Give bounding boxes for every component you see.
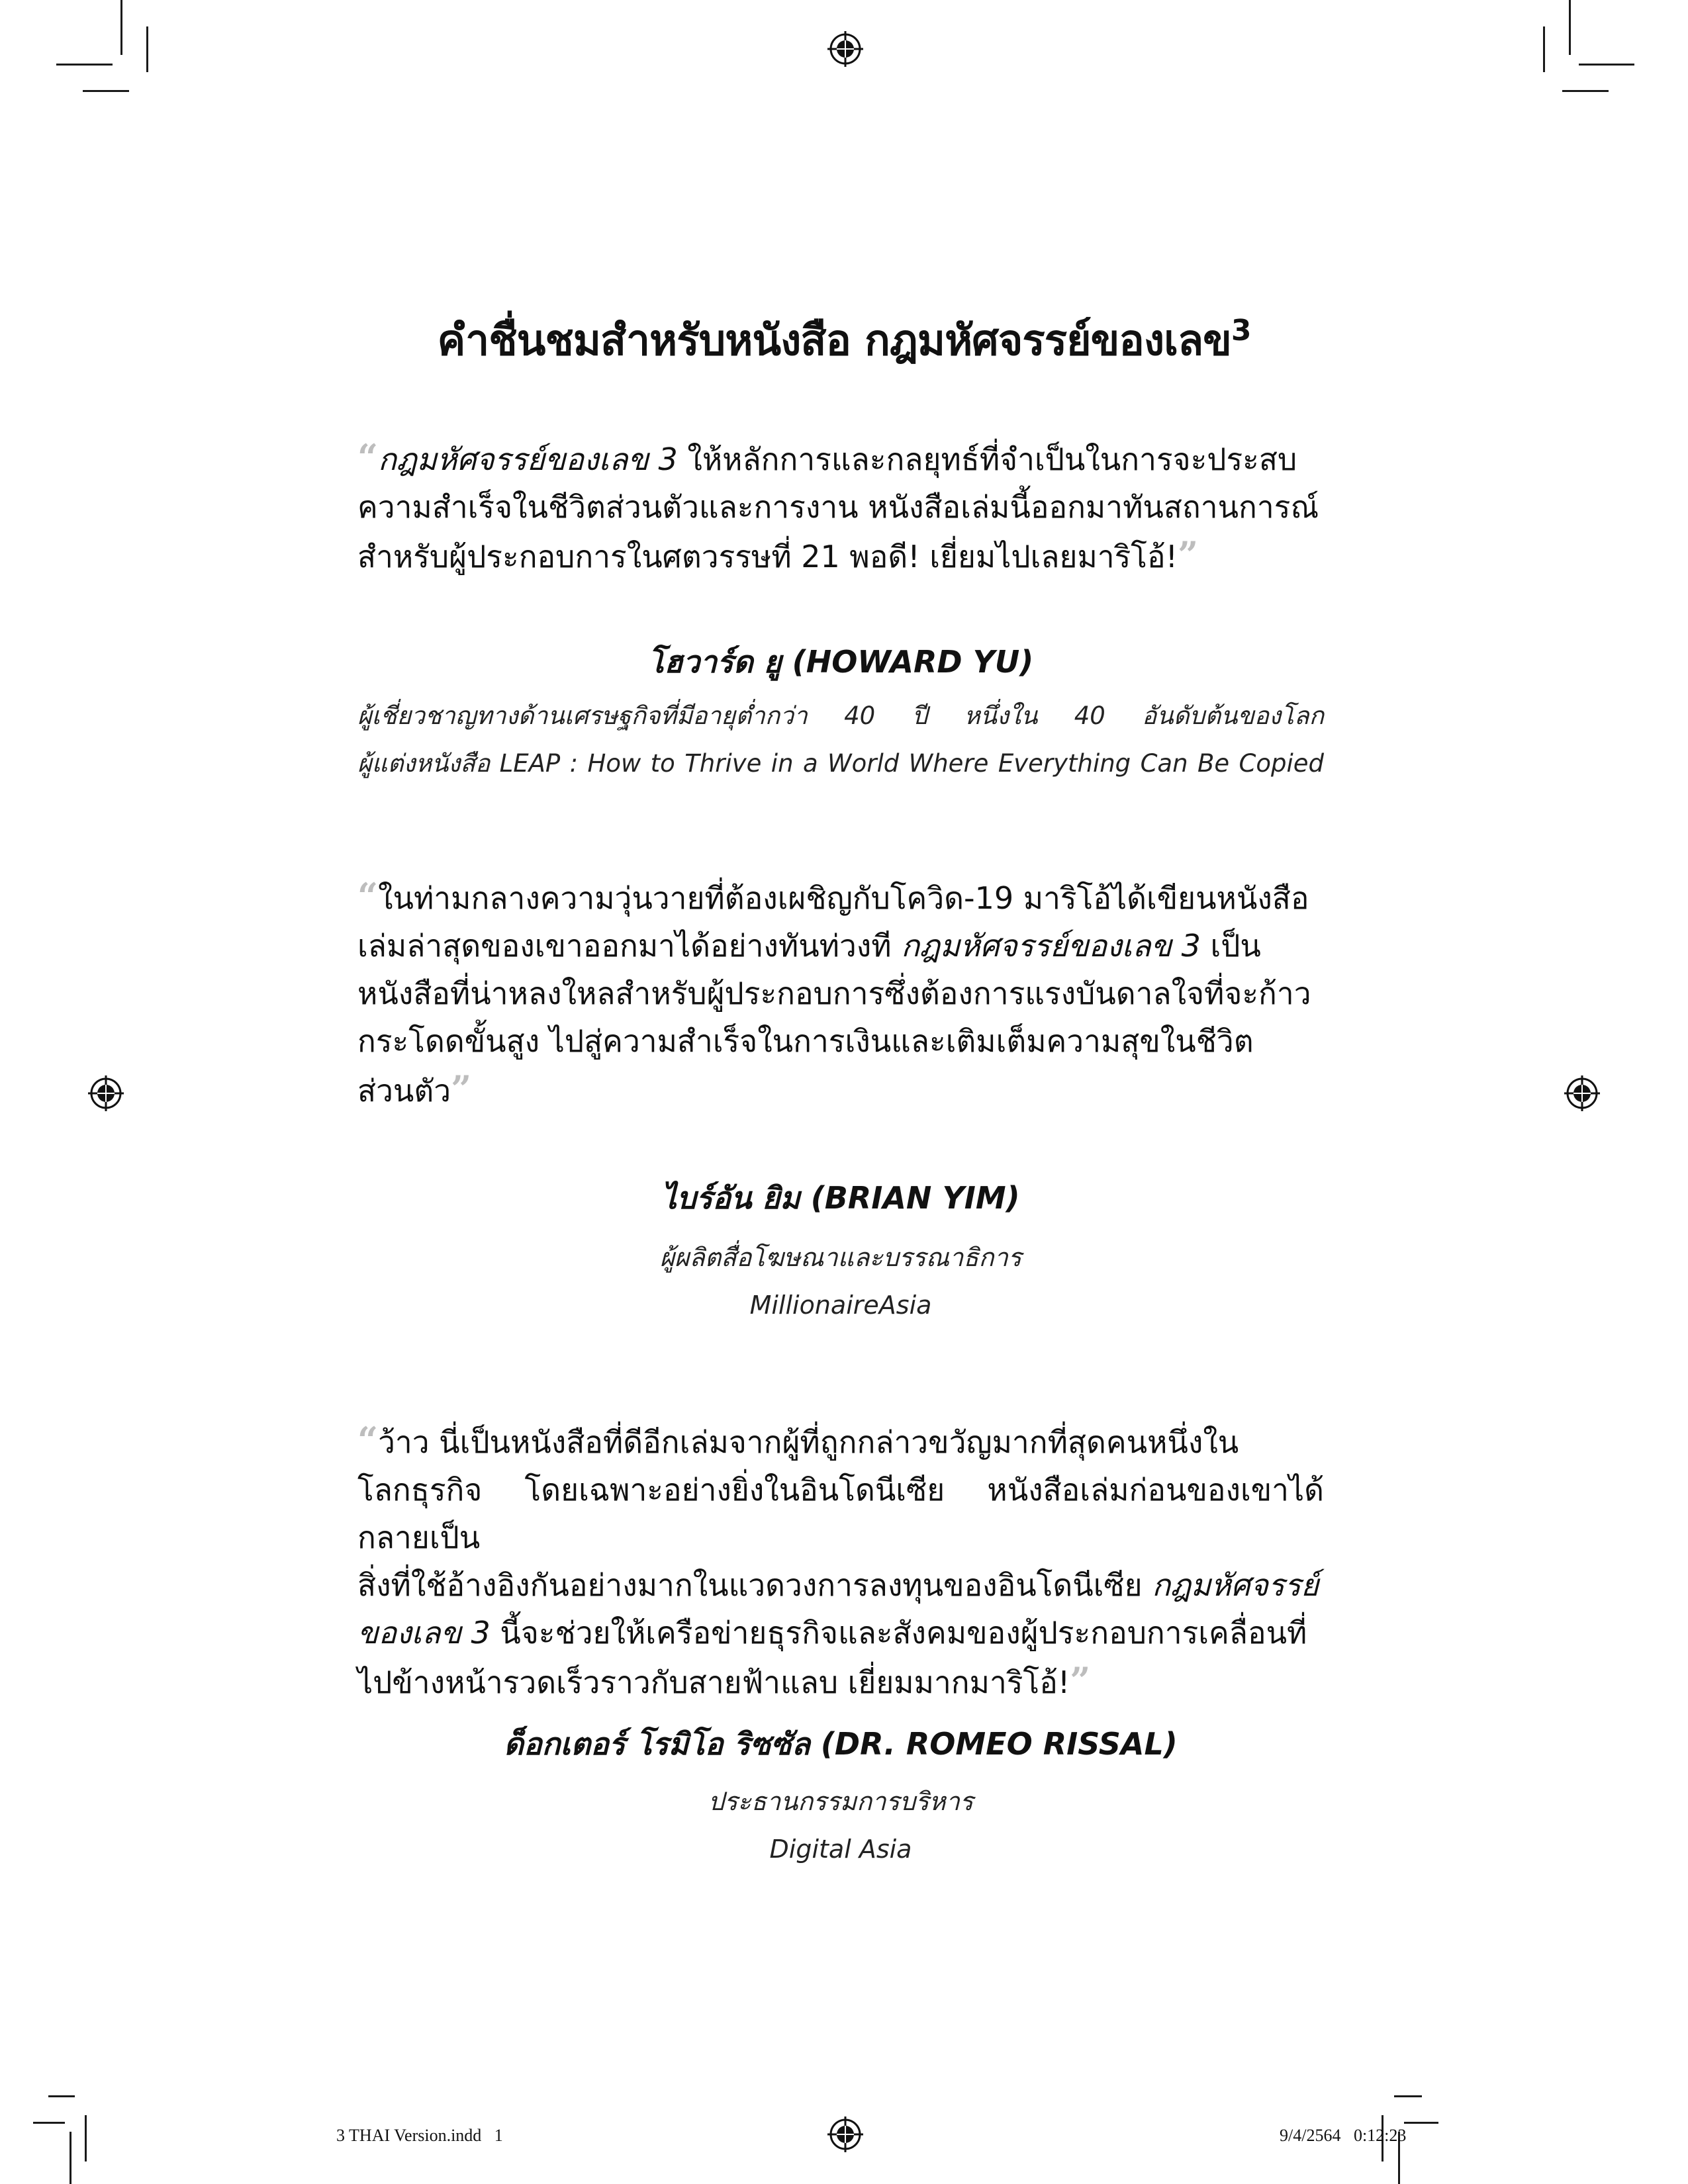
crop-mark: [56, 64, 113, 66]
quote-line: หนังสือที่น่าหลงใหลสำหรับผู้ประกอบการซึ่งต้องการแรงบันดาลใจที่จะก้าว: [357, 976, 1311, 1011]
open-quote-icon: “: [357, 875, 379, 917]
crop-mark: [1543, 26, 1545, 72]
testimonial-author: โฮวาร์ด ยู (HOWARD YU): [647, 644, 1034, 680]
crop-mark: [85, 2115, 87, 2161]
crop-mark: [1394, 2095, 1422, 2097]
quote-line: สิ่งที่ใช้อ้างอิงกันอย่างมากในแวดวงการลงทุนของอินโดนีเซีย กฎมหัศจรรย์: [357, 1567, 1319, 1603]
quote-line: ของเลข 3 นี้จะช่วยให้เครือข่ายธุรกิจและสังคมของผู้ประกอบการเคลื่อนที่: [357, 1615, 1307, 1651]
author-role: ผู้ผลิตสื่อโฆษณาและบรรณาธิการ: [659, 1243, 1022, 1272]
slug-filename: 3 THAI Version.indd 1: [336, 2126, 503, 2145]
crop-mark: [1562, 90, 1609, 92]
quote-line: กระโดดขั้นสูง ไปสู่ความสำเร็จในการเงินและเติมเต็มความสุขในชีวิต: [357, 1023, 1254, 1059]
author-company: Digital Asia: [769, 1835, 912, 1864]
author-role: ผู้เชี่ยวชาญทางด้านเศรษฐกิจที่มีอายุต่ำกว่า 40 ปี หนึ่งใน 40 อันดับต้นของโลก: [357, 702, 1324, 730]
close-quote-icon: ”: [1070, 1659, 1091, 1702]
testimonial-quote: [357, 433, 1324, 580]
close-quote-icon: ”: [451, 1068, 472, 1110]
title-superscript: 3: [1231, 314, 1251, 347]
author-company: MillionaireAsia: [749, 1291, 932, 1320]
crop-mark: [1579, 64, 1634, 66]
book-title: กฎมหัศจรรย์ของเลข 3: [901, 928, 1201, 964]
testimonial-author: ไบร์อัน ยิม (BRIAN YIM): [661, 1180, 1020, 1216]
crop-mark: [120, 0, 122, 55]
quote-line: “ในท่ามกลางความวุ่นวายที่ต้องเผชิญกับโควิด-19 มาริโอ้ได้เขียนหนังสือ: [357, 875, 1309, 917]
author-role: ประธานกรรมการบริหาร: [708, 1787, 974, 1816]
registration-mark-icon: [825, 2115, 865, 2154]
author-role: ผู้แต่งหนังสือ LEAP : How to Thrive in a World Where Everything Can Be Copied: [357, 749, 1324, 778]
book-title: กฎมหัศจรรย์: [1152, 1567, 1319, 1603]
quote-line: “กฎมหัศจรรย์ของเลข 3 ให้หลักการและกลยุทธ์ที่จำเป็นในการจะประสบ: [357, 436, 1297, 478]
slug-datetime: 9/4/2564 0:12:23: [1280, 2126, 1407, 2145]
quote-line: ส่วนตัว”: [357, 1068, 472, 1110]
close-quote-icon: ”: [1178, 533, 1199, 576]
crop-mark: [70, 2132, 71, 2184]
open-quote-icon: “: [357, 1419, 379, 1461]
quote-line: “ว้าว นี่เป็นหนังสือที่ดีอีกเล่มจากผู้ที่ถูกกล่าวขวัญมากที่สุดคนหนึ่งใน: [357, 1419, 1239, 1461]
crop-mark: [33, 2122, 65, 2124]
registration-mark-icon: [825, 29, 865, 69]
crop-mark: [1569, 0, 1571, 55]
quote-line: ความสำเร็จในชีวิตส่วนตัวและการงาน หนังสือเล่มนี้ออกมาทันสถานการณ์: [357, 489, 1319, 525]
book-title: กฎมหัศจรรย์ของเลข 3: [378, 441, 678, 477]
quote-line: โลกธุรกิจ โดยเฉพาะอย่างยิ่งในอินโดนีเซีย หนังสือเล่มก่อนของเขาได้กลายเป็น: [357, 1472, 1324, 1555]
book-title: ของเลข 3: [357, 1615, 491, 1651]
registration-mark-icon: [1562, 1073, 1602, 1113]
crop-mark: [83, 90, 129, 92]
testimonial-quote: [357, 1416, 1324, 1706]
crop-mark: [48, 2095, 75, 2097]
title-book-name: กฎมหัศจรรย์ของเลข: [865, 316, 1231, 365]
testimonial-quote: [357, 872, 1324, 1115]
quote-line: เล่มล่าสุดของเขาออกมาได้อย่างทันท่วงที กฎมหัศจรรย์ของเลข 3 เป็น: [357, 928, 1261, 964]
page-title: [0, 301, 1688, 371]
quote-line: ไปข้างหน้ารวดเร็วราวกับสายฟ้าแลบ เยี่ยมมากมาริโอ้!”: [357, 1659, 1091, 1702]
quote-line: สำหรับผู้ประกอบการในศตวรรษที่ 21 พอดี! เยี่ยมไปเลยมาริโอ้!”: [357, 533, 1199, 576]
crop-mark: [146, 26, 148, 72]
open-quote-icon: “: [357, 436, 379, 478]
title-regular: คำชื่นชมสำหรับหนังสือ: [437, 316, 865, 365]
registration-mark-icon: [86, 1073, 126, 1113]
testimonial-author: ด็อกเตอร์ โรมิโอ ริซซัล (DR. ROMEO RISSAL): [504, 1726, 1178, 1762]
crop-mark: [1404, 2122, 1438, 2124]
